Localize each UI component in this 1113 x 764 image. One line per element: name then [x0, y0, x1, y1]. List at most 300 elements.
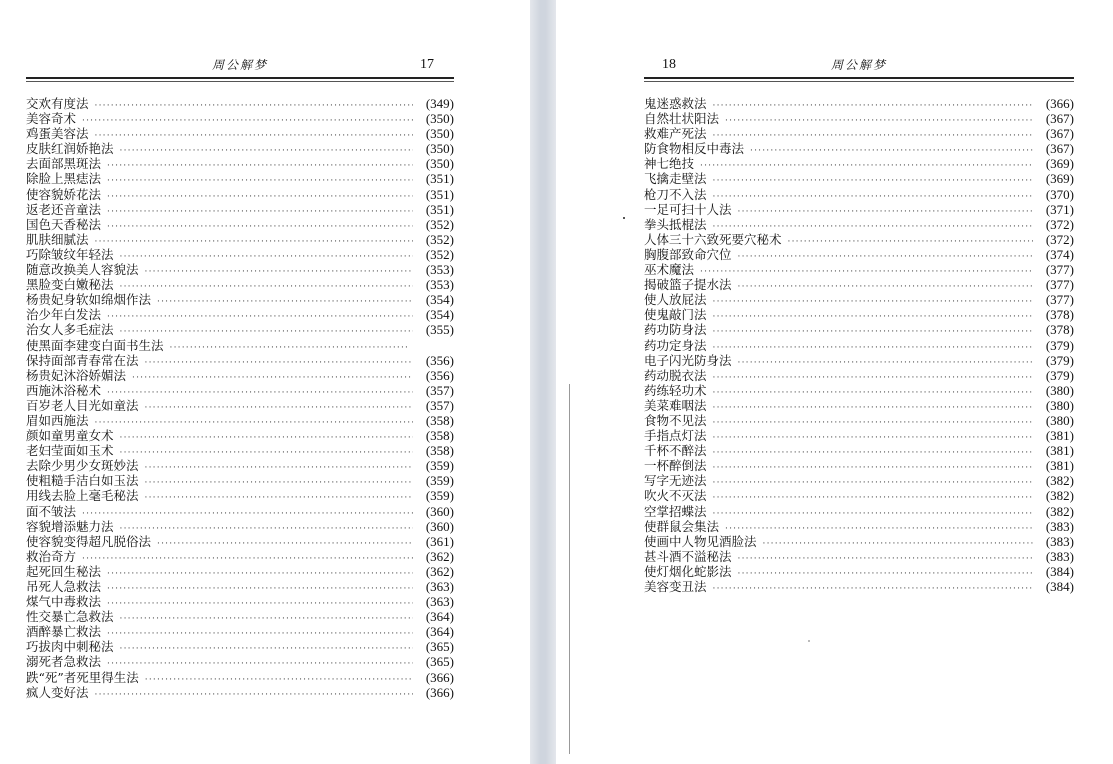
toc-entry-page: (354) [425, 292, 454, 308]
toc-entry-page: (352) [425, 216, 454, 232]
dot-leader [120, 144, 413, 159]
toc-entry-title: 西施沐浴秘术 [26, 382, 102, 398]
toc-entry-title: 枪刀不入法 [644, 186, 707, 202]
toc-entry [26, 564, 454, 579]
header-rule-thin [644, 81, 1074, 82]
dot-leader [700, 265, 1033, 280]
toc-entry [644, 307, 1074, 322]
dot-leader [750, 144, 1033, 159]
toc-entry-title: 美容奇术 [26, 111, 77, 127]
toc-entry [26, 171, 454, 186]
toc-entry [26, 670, 454, 685]
dot-leader [107, 657, 413, 672]
toc-entry-title: 使鬼敲门法 [644, 307, 707, 323]
toc-entry-title: 国色天香秘法 [26, 216, 102, 232]
dot-leader [170, 341, 408, 356]
toc-entry-page: (362) [425, 548, 454, 564]
toc-entry-page: (369) [1045, 171, 1074, 187]
dot-leader [145, 265, 413, 280]
toc-entry-title: 跌“死”者死里得生法 [26, 669, 139, 685]
toc-entry-page: (379) [1045, 352, 1074, 368]
toc-entry-page: (379) [1045, 337, 1074, 353]
toc-entry [26, 217, 454, 232]
toc-entry-title: 使人放屁法 [644, 292, 707, 308]
toc-entry [26, 458, 454, 473]
left-page-header [26, 52, 454, 74]
dot-leader [713, 310, 1033, 325]
toc-entry [26, 428, 454, 443]
toc-entry-page: (355) [425, 322, 454, 338]
toc-entry-page: (357) [425, 397, 454, 413]
toc-entry [26, 202, 454, 217]
toc-entry-page: (378) [1045, 322, 1074, 338]
toc-entry [26, 141, 454, 156]
dot-leader [157, 537, 413, 552]
toc-entry-title: 保持面部青春常在法 [26, 352, 139, 368]
dot-leader [120, 280, 413, 295]
toc-entry-page: (351) [425, 201, 454, 217]
toc-entry-page: (383) [1045, 518, 1074, 534]
toc-entry [644, 126, 1074, 141]
toc-entry-title: 交欢有度法 [26, 96, 89, 111]
left-page [0, 0, 530, 764]
toc-entry [644, 534, 1074, 549]
dot-leader [120, 612, 413, 627]
scan-speck [623, 217, 625, 219]
toc-entry [26, 504, 454, 519]
dot-leader [107, 567, 413, 582]
toc-entry-title: 起死回生秘法 [26, 563, 102, 579]
dot-leader [145, 491, 413, 506]
toc-entry [644, 247, 1074, 262]
running-title: 周公解梦 [830, 58, 887, 72]
dot-leader [713, 129, 1033, 144]
toc-entry-title: 面不皱法 [26, 503, 77, 519]
toc-entry-title: 杨贵妃身软如绵烟作法 [26, 292, 152, 308]
toc-entry-title: 胸腹部致命穴位 [644, 246, 732, 262]
toc-entry [26, 368, 454, 383]
toc-entry-title: 使粗糙手洁白如玉法 [26, 473, 139, 489]
page-number: 18 [662, 57, 676, 72]
dot-leader [120, 522, 413, 537]
toc-entry [644, 202, 1074, 217]
dot-leader [145, 476, 413, 491]
dot-leader [107, 159, 413, 174]
toc-entry [26, 262, 454, 277]
toc-entry-page: (352) [425, 231, 454, 247]
toc-entry-title: 食物不见法 [644, 412, 707, 428]
toc-entry-title: 随意改换美人容貌法 [26, 262, 139, 278]
toc-entry-page: (384) [1045, 579, 1074, 594]
toc-entry [644, 353, 1074, 368]
toc-entry-title: 使容貌变得超凡脱俗法 [26, 533, 152, 549]
toc-entry-page: (366) [425, 684, 454, 700]
toc-entry-page: (378) [1045, 307, 1074, 323]
dot-leader [725, 522, 1033, 537]
toc-entry [26, 609, 454, 624]
dot-leader [82, 114, 413, 129]
dot-leader [713, 190, 1033, 205]
dot-leader [82, 552, 413, 567]
dot-leader [713, 446, 1033, 461]
toc-entry [26, 413, 454, 428]
toc-entry-title: 眉如西施法 [26, 412, 89, 428]
toc-entry-title: 使画中人物见酒脸法 [644, 533, 757, 549]
dot-leader [120, 250, 413, 265]
toc-entry [644, 217, 1074, 232]
toc-entry [644, 368, 1074, 383]
toc-entry [26, 383, 454, 398]
toc-entry-title: 美菜难咽法 [644, 397, 707, 413]
toc-entry-title: 溺死者急救法 [26, 654, 102, 670]
toc-entry [26, 247, 454, 262]
toc-entry-title: 疯人变好法 [26, 684, 89, 700]
toc-entry-title: 除脸上黑痣法 [26, 171, 102, 187]
dot-leader [713, 325, 1033, 340]
dot-leader [107, 386, 413, 401]
toc-entry-page: (381) [1045, 458, 1074, 474]
dot-leader [107, 174, 413, 189]
toc-entry [26, 624, 454, 639]
toc-entry [644, 383, 1074, 398]
toc-entry-title: 自然壮状阳法 [644, 111, 720, 127]
toc-entry [26, 277, 454, 292]
toc-entry-page: (363) [425, 579, 454, 594]
toc-entry-title: 空掌招蝶法 [644, 503, 707, 519]
dot-leader [738, 552, 1033, 567]
header-rule-thin [26, 81, 454, 82]
toc-entry-title: 皮肤红润娇艳法 [26, 141, 114, 157]
toc-entry-page: (365) [425, 654, 454, 670]
dot-leader [107, 190, 413, 205]
toc-entry-page: (358) [425, 443, 454, 459]
toc-entry [644, 156, 1074, 171]
toc-entry-title: 使容貌娇花法 [26, 186, 102, 202]
toc-entry-page: (372) [1045, 216, 1074, 232]
toc-entry-title: 杨贵妃沐浴娇媚法 [26, 367, 127, 383]
toc-entry [26, 307, 454, 322]
toc-entry-page: (383) [1045, 533, 1074, 549]
toc-entry [644, 292, 1074, 307]
dot-leader [120, 642, 413, 657]
page-gutter [530, 0, 556, 764]
dot-leader [95, 235, 413, 250]
toc-entry [644, 96, 1074, 111]
dot-leader [713, 416, 1033, 431]
dot-leader [107, 205, 413, 220]
toc-entry-title: 人体三十六致死要穴秘术 [644, 231, 782, 247]
toc-entry [644, 277, 1074, 292]
dot-leader [95, 99, 413, 114]
dot-leader [145, 401, 413, 416]
toc-entry [26, 232, 454, 247]
toc-entry-page: (367) [1045, 141, 1074, 157]
toc-entry-page: (366) [425, 669, 454, 685]
toc-entry [26, 534, 454, 549]
dot-leader [738, 280, 1033, 295]
toc-entry-page: (366) [1045, 96, 1074, 111]
dot-leader [738, 567, 1033, 582]
toc-entry [644, 458, 1074, 473]
toc-entry-page: (360) [425, 503, 454, 519]
header-rule [26, 77, 454, 79]
toc-entry [644, 322, 1074, 337]
toc-entry-title: 甚斗酒不溢秘法 [644, 548, 732, 564]
toc-entry-page: (367) [1045, 126, 1074, 142]
dot-leader [120, 431, 413, 446]
toc-entry-page: (382) [1045, 473, 1074, 489]
toc-entry-title: 巧除皱纹年轻法 [26, 246, 114, 262]
toc-entry-page: (350) [425, 111, 454, 127]
toc-entry-page: (379) [1045, 367, 1074, 383]
toc-entry-page: (372) [1045, 231, 1074, 247]
toc-entry-page: (367) [1045, 111, 1074, 127]
toc-entry-page: (380) [1045, 412, 1074, 428]
dot-leader [713, 295, 1033, 310]
toc-entry-title: 肌肤细腻法 [26, 231, 89, 247]
toc-entry-page: (359) [425, 488, 454, 504]
toc-entry-title: 揭破篮子提水法 [644, 277, 732, 293]
toc-entry-title: 酒醉暴亡救法 [26, 624, 102, 640]
toc-entry-title: 药功定身法 [644, 337, 707, 353]
toc-entry-page: (377) [1045, 262, 1074, 278]
toc-entry-title: 拳头抵棍法 [644, 216, 707, 232]
dot-leader [738, 250, 1033, 265]
dot-leader [107, 627, 413, 642]
toc-entry-title: 飞擒走壁法 [644, 171, 707, 187]
toc-entry [26, 353, 454, 368]
dot-leader [713, 99, 1033, 114]
toc-entry-title: 老妇莹面如玉术 [26, 443, 114, 459]
dot-leader [713, 174, 1033, 189]
dot-leader [132, 371, 413, 386]
toc-entry [26, 96, 454, 111]
toc-entry-page: (356) [425, 352, 454, 368]
dot-leader [713, 507, 1033, 522]
toc-entry-title: 返老还音童法 [26, 201, 102, 217]
toc-entry-page: (358) [425, 412, 454, 428]
toc-entry-title: 一杯醉倒法 [644, 458, 707, 474]
toc-entry [644, 549, 1074, 564]
toc-entry-page: (364) [425, 609, 454, 625]
toc-entry-title: 神七绝技 [644, 156, 695, 172]
dot-leader [713, 461, 1033, 476]
toc-entry-title: 去除少男少女斑妙法 [26, 458, 139, 474]
toc-entry-title: 救治奇方 [26, 548, 77, 564]
toc-entry-title: 百岁老人目光如童法 [26, 397, 139, 413]
table-of-contents-right [644, 96, 1074, 594]
toc-entry-title: 美容变丑法 [644, 579, 707, 594]
dot-leader [763, 537, 1033, 552]
dot-leader [713, 386, 1033, 401]
toc-entry-title: 手指点灯法 [644, 428, 707, 444]
toc-entry [644, 564, 1074, 579]
toc-entry-page: (377) [1045, 277, 1074, 293]
toc-entry [644, 579, 1074, 594]
toc-entry [644, 338, 1074, 353]
toc-entry-title: 千杯不醉法 [644, 443, 707, 459]
toc-entry-page: (364) [425, 624, 454, 640]
toc-entry-page: (354) [425, 307, 454, 323]
dot-leader [82, 507, 413, 522]
toc-entry-title: 使灯烟化蛇影法 [644, 563, 732, 579]
toc-entry [644, 141, 1074, 156]
dot-leader [713, 491, 1033, 506]
toc-entry-page: (383) [1045, 548, 1074, 564]
toc-entry-page: (381) [1045, 428, 1074, 444]
dot-leader [145, 461, 413, 476]
toc-entry-page: (363) [425, 594, 454, 610]
dot-leader [713, 371, 1033, 386]
toc-entry-page: (374) [1045, 246, 1074, 262]
toc-entry-page: (353) [425, 262, 454, 278]
dot-leader [725, 114, 1033, 129]
toc-entry-page: (351) [425, 171, 454, 187]
toc-entry-title: 防食物相反中毒法 [644, 141, 745, 157]
toc-entry-title: 用线去脸上毫毛秘法 [26, 488, 139, 504]
dot-leader [95, 688, 413, 703]
toc-entry-title: 鬼迷惑救法 [644, 96, 707, 111]
toc-entry-page: (381) [1045, 443, 1074, 459]
toc-entry-title: 写字无迹法 [644, 473, 707, 489]
toc-entry-title: 救难产死法 [644, 126, 707, 142]
toc-entry-page: (352) [425, 246, 454, 262]
toc-entry [644, 398, 1074, 413]
toc-entry-page: (382) [1045, 503, 1074, 519]
toc-entry-title: 治少年白发法 [26, 307, 102, 323]
toc-entry-page: (358) [425, 428, 454, 444]
scan-artifact-line [569, 384, 570, 754]
toc-entry-page: (380) [1045, 397, 1074, 413]
toc-entry-page: (359) [425, 458, 454, 474]
toc-entry-title: 性交暴亡急救法 [26, 609, 114, 625]
toc-entry-page: (350) [425, 156, 454, 172]
toc-entry-title: 使黑面李建变白面书生法 [26, 337, 164, 353]
toc-entry [26, 156, 454, 171]
dot-leader [713, 431, 1033, 446]
page-number: 17 [420, 57, 434, 72]
dot-leader [788, 235, 1033, 250]
dot-leader [95, 416, 413, 431]
toc-entry [26, 398, 454, 413]
right-page [556, 0, 1113, 764]
toc-entry-title: 巧拔肉中刺秘法 [26, 639, 114, 655]
dot-leader [713, 341, 1033, 356]
toc-entry-page: (359) [425, 473, 454, 489]
dot-leader [157, 295, 413, 310]
toc-entry-title: 一足可扫十人法 [644, 201, 732, 217]
toc-entry [644, 428, 1074, 443]
table-of-contents-left [26, 96, 454, 700]
dot-leader [120, 446, 413, 461]
toc-entry [26, 549, 454, 564]
toc-entry-title: 药练轻功术 [644, 382, 707, 398]
dot-leader [700, 159, 1033, 174]
toc-entry-title: 药功防身法 [644, 322, 707, 338]
toc-entry [26, 519, 454, 534]
toc-entry-page: (350) [425, 141, 454, 157]
toc-entry-page: (356) [425, 367, 454, 383]
dot-leader [145, 356, 413, 371]
toc-entry-page: (353) [425, 277, 454, 293]
dot-leader [107, 220, 413, 235]
toc-entry [644, 473, 1074, 488]
toc-entry [644, 488, 1074, 503]
dot-leader [107, 582, 413, 597]
header-rule [644, 77, 1074, 79]
toc-entry [644, 519, 1074, 534]
toc-entry [26, 473, 454, 488]
toc-entry-title: 吹火不灭法 [644, 488, 707, 504]
dot-leader [95, 129, 413, 144]
toc-entry-title: 煤气中毒救法 [26, 594, 102, 610]
toc-entry [644, 232, 1074, 247]
toc-entry [26, 594, 454, 609]
toc-entry-title: 去面部黑斑法 [26, 156, 102, 172]
dot-leader [145, 673, 413, 688]
toc-entry [26, 443, 454, 458]
toc-entry-page: (377) [1045, 292, 1074, 308]
toc-entry-page: (362) [425, 563, 454, 579]
toc-entry-title: 颜如童男童女术 [26, 428, 114, 444]
toc-entry [644, 443, 1074, 458]
toc-entry-title: 使群鼠会集法 [644, 518, 720, 534]
toc-entry [26, 639, 454, 654]
toc-entry-page: (357) [425, 382, 454, 398]
toc-entry-page: (360) [425, 518, 454, 534]
toc-entry-page: (361) [425, 533, 454, 549]
toc-entry [26, 322, 454, 337]
toc-entry-title: 鸡蛋美容法 [26, 126, 89, 142]
toc-entry [644, 262, 1074, 277]
toc-entry [26, 292, 454, 307]
dot-leader [713, 401, 1033, 416]
toc-entry [26, 685, 454, 700]
dot-leader [713, 476, 1033, 491]
dot-leader [107, 597, 413, 612]
toc-entry-page: (382) [1045, 488, 1074, 504]
toc-entry [644, 187, 1074, 202]
toc-entry-page: (384) [1045, 563, 1074, 579]
toc-entry-page: (380) [1045, 382, 1074, 398]
toc-entry-title: 电子闪光防身法 [644, 352, 732, 368]
toc-entry [644, 413, 1074, 428]
right-page-header [644, 52, 1074, 74]
dot-leader [738, 356, 1033, 371]
dot-leader [107, 310, 413, 325]
toc-entry-page: (350) [425, 126, 454, 142]
toc-entry-title: 药动脱衣法 [644, 367, 707, 383]
toc-entry [644, 111, 1074, 126]
toc-entry [644, 504, 1074, 519]
toc-entry [26, 111, 454, 126]
toc-entry-page: (371) [1045, 201, 1074, 217]
toc-entry-page: (351) [425, 186, 454, 202]
toc-entry-page: (349) [425, 96, 454, 111]
toc-entry-title: 吊死人急救法 [26, 579, 102, 594]
toc-entry [26, 488, 454, 503]
toc-entry [26, 338, 454, 353]
toc-entry-page: (369) [1045, 156, 1074, 172]
toc-entry-title: 容貌增添魅力法 [26, 518, 114, 534]
dot-leader [738, 205, 1033, 220]
running-title: 周公解梦 [211, 58, 268, 72]
dot-leader [713, 582, 1033, 597]
toc-entry [26, 654, 454, 669]
scan-speck [808, 640, 810, 642]
toc-entry-title: 治女人多毛症法 [26, 322, 114, 338]
toc-entry-page: (365) [425, 639, 454, 655]
